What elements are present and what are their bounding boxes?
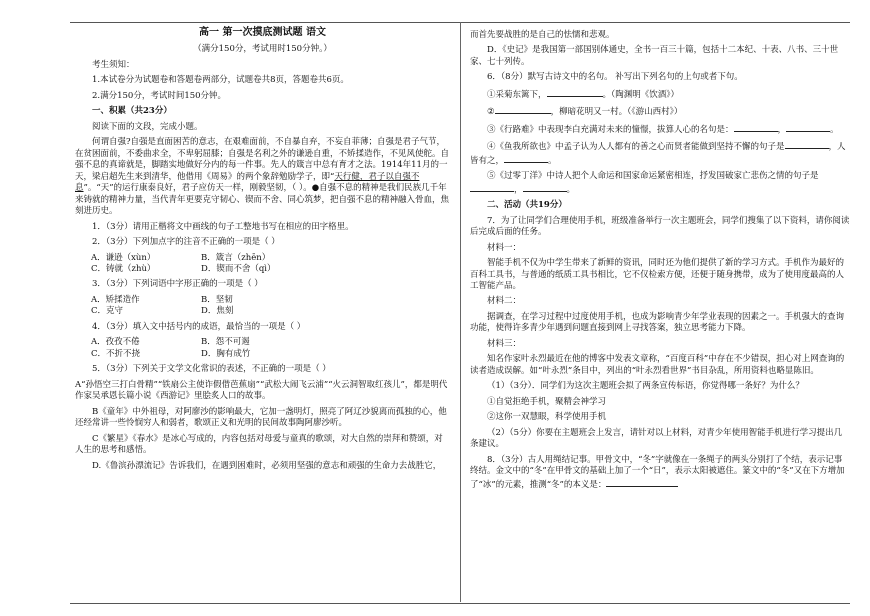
item-text: ④《鱼我所欲也》中孟子认为人人都有的善之心而贤者能做到坚持不懈的句子是 bbox=[487, 142, 785, 153]
option: A．谦逊（xùn） bbox=[91, 252, 156, 263]
answer-blank[interactable] bbox=[734, 123, 778, 132]
exam-subtitle: （满分150分，考试用时150分钟。） bbox=[193, 43, 332, 54]
question-6-item-4: ④《鱼我所欲也》中孟子认为人人都有的善之心而贤者能做到坚持不懈的句子是 ，人皆有之， 。 bbox=[470, 142, 846, 166]
option: C．铸就（zhù） bbox=[91, 264, 156, 274]
option: B．箴言（zhēn） bbox=[201, 252, 271, 263]
question-3-options bbox=[91, 295, 311, 318]
passage-intro: 阅读下面的文段，完成小题。 bbox=[92, 121, 203, 132]
right-column bbox=[470, 30, 850, 495]
notice-item-2: 2.满分150分，考试时间150分钟。 bbox=[92, 90, 227, 101]
question-7-1: （1）（3分）．同学们为这次主题班会拟了两条宣传标语，你觉得哪一条好？为什么？ bbox=[487, 381, 804, 392]
notice-item-1: 1.本试卷分为试题卷和答题卷两部分，试题卷共8页，答题卷共6页。 bbox=[92, 75, 349, 86]
option: D．焦刻 bbox=[201, 306, 234, 317]
item-text: 人皆有之， bbox=[470, 142, 846, 166]
question-5-option-d: D.《鲁滨孙漂流记》告诉我们，在遇到困难时，必须用坚强的意志和顽强的生命力去战胜它， bbox=[92, 460, 442, 471]
slogan-option-2: ②这你一双慧眼，科学使用手机 bbox=[487, 412, 607, 423]
material-1: 智能手机不仅为中学生带来了新鲜的资讯，同时还为他们提供了新的学习方式。手机作为最好的百科工具书，与普通的纸质工具书相比，它不仅检索方便，还便于随身携带，成为了使用度最高的人工智能产品。 bbox=[470, 258, 845, 291]
question-5-option-a: A“孙悟空三打白骨精”“铁扇公主使诈假借芭蕉扇”“武松大闹飞云浦”“火云洞智取红孩儿”，都是明代作家吴承恩长篇小说《西游记》里脍炙人口的故事。 bbox=[75, 379, 448, 402]
question-5-option-b: B《童年》中外祖母，对阿廖沙的影响最大，它加一盏明灯，照亮了阿辽沙貌离而孤独的心，他还经常讲一些怜悯穷人和弱者，歌颂正义和光明的民间故事陶阿廖沙听。 bbox=[75, 406, 447, 429]
option: B．怨不可遏 bbox=[201, 337, 250, 348]
answer-blank[interactable] bbox=[470, 183, 514, 192]
option: D．锲而不舍（qì） bbox=[201, 264, 276, 274]
question-6: 6．（8分）默写古诗文中的名句。 补写出下列名句的上句或者下句。 bbox=[487, 72, 743, 83]
passage bbox=[75, 137, 450, 217]
material-2-title: 材料二： bbox=[487, 296, 522, 307]
answer-blank[interactable] bbox=[786, 123, 830, 132]
material-3: 知名作家叶永烈最近在他的博客中发表文章称，“百度百科”中存在不少错误，担心对上网查询的读者造成误解。如“叶永烈”条目中，列出的“叶永烈看世界”书目杂乱，所用资料也略显陈旧。 bbox=[470, 354, 845, 376]
question-4: 4．（3分）填入文中括号内的成语，最恰当的一项是（ ） bbox=[92, 321, 306, 332]
material-2: 据调查，在学习过程中过度使用手机，也成为影响青少年学业表现的因素之一。手机强大的查询功能，使得许多青少年遇到问题直接到网上寻找答案，独立思考能力下降。 bbox=[470, 311, 845, 334]
option: D．胸有成竹 bbox=[201, 348, 251, 359]
question-7-2: （2）（5分）你要在主题班会上发言，请针对以上材料，对青少年使用智能手机进行学习提出几条建议。 bbox=[470, 427, 843, 450]
column-divider bbox=[460, 22, 461, 602]
item-text: ⑤《过零丁洋》中诗人把个人命运和国家命运紧密相连，抒发国破家亡悲伤之情的句子是 bbox=[487, 171, 819, 182]
question-1: 1．（3分）请用正楷将文中画线的句子工整地书写在相应的田字格里。 bbox=[92, 221, 354, 232]
question-6-item-2: ② ，柳暗花明又一村。（《游山西村》） bbox=[487, 107, 683, 118]
question-7: 7．为了让同学们合理使用手机，班级准备举行一次主题班会，同学们搜集了以下资料，请你阅读后完成后面的任务。 bbox=[470, 215, 850, 238]
question-6-item-1 bbox=[470, 88, 850, 101]
section-heading-1: 一、积累（共23分） bbox=[92, 106, 172, 117]
answer-blank[interactable] bbox=[495, 105, 551, 114]
section-heading-2: 二、活动（共19分） bbox=[487, 200, 567, 211]
question-8 bbox=[470, 455, 850, 491]
question-2-options bbox=[91, 253, 311, 276]
question-3: 3．（3分）下列词语中字形正确的一项是（ ） bbox=[92, 279, 263, 290]
slogan-option-1: ①自觉拒绝手机，聚精会神学习 bbox=[487, 396, 607, 407]
item-text: ③《行路难》中表现李白充满对未来的憧憬，拔算人心的名句是： bbox=[487, 124, 734, 135]
continuation-text: 而首先要战胜的是自己的怯懦和悲观。 bbox=[470, 30, 615, 40]
question-5-option-c: C《繁星》《春水》是冰心写成的，内容包括对母爱与童真的歌颂，对大自然的崇拜和赞颂，对人生的思考和感悟。 bbox=[75, 433, 443, 456]
item-text: 。（陶渊明《饮酒》） bbox=[602, 89, 680, 100]
question-6-item-5: ⑤《过零丁洋》中诗人把个人命运和国家命运紧密相连，抒发国破家亡悲伤之情的句子是， 。 bbox=[470, 171, 850, 196]
item-text: 8．（3分）古人用绳结记事。甲骨文中，“冬”字就像在一条绳子的两头分别打了个结，表示记事终结。金文中的“冬”在甲骨文的基础上加了一个“日”，表示太阳被遮住。篆文中的“冬”又在下方增加了“冰”的元素，推测“冬”的本义是： bbox=[470, 454, 845, 490]
option: B．坚韧 bbox=[201, 294, 233, 305]
answer-blank[interactable] bbox=[523, 183, 567, 192]
exam-title: 高一 第一次摸底测试题 语文 bbox=[199, 27, 326, 38]
option: C．克守 bbox=[91, 306, 124, 317]
left-column bbox=[75, 28, 450, 476]
answer-blank[interactable] bbox=[785, 140, 829, 149]
question-5-option-d-shiji: D．《史记》是我国第一部国别体通史，全书一百三十篇，包括十二本纪、十表、八书、三十世家、七十列传。 bbox=[470, 45, 839, 67]
answer-blank[interactable] bbox=[547, 88, 603, 97]
material-3-title: 材料三： bbox=[487, 338, 522, 349]
material-1-title: 材料一： bbox=[487, 242, 522, 253]
answer-blank[interactable] bbox=[606, 478, 678, 487]
answer-blank[interactable] bbox=[504, 154, 548, 163]
question-4-options bbox=[91, 337, 311, 360]
passage-part-1: 何谓自强?自强是直面困苦的意志，在艰难面前，不自暴自弃，不妄自菲薄；自强是君子气节，在贫困面前，不委曲求全，不卑躬屈膝；自强是名利之外的谦逊自重，不矫揉造作，不见风使舵。自强不息的真谛就是，脚踏实地做好分内的每一件事。先人的箴言中总有育才之法。1914年11月的一天，梁启超先生来到清华，他借用《周易》的两个象辞勉励学子，即“ bbox=[75, 137, 450, 182]
notice-title: 考生须知： bbox=[92, 59, 135, 70]
question-6-item-3: ③《行路难》中表现李白充满对未来的憧憬，拔算人心的名句是： ， 。 bbox=[487, 124, 839, 135]
item-text: ①采菊东篱下， bbox=[487, 89, 547, 100]
item-text: ，柳暗花明又一村。（《游山西村》） bbox=[550, 107, 683, 118]
passage-underlined-sentence: 天行健，君子以自强不息 bbox=[75, 171, 420, 194]
question-5: 5．（3分）下列关于文学文化常识的表述，不正确的一项是（ ） bbox=[92, 364, 331, 375]
option: A．矫揉造作 bbox=[91, 294, 140, 305]
question-2: 2．（3分）下列加点字的注音不正确的一项是（ ） bbox=[92, 237, 280, 248]
option: C．不折不挠 bbox=[91, 348, 141, 359]
passage-part-2: ”。“天”的运行康泰良好，君子应仿天一样，刚毅坚韧，（ ）。●自强不息的精神是我们民族几千年来铸就的精神力量，当代青年更要克守韧心、锲而不舍、同心筑梦，把自强不息的精神融入骨血，焦刻进历史。 bbox=[75, 183, 450, 217]
option: A．孜孜不倦 bbox=[91, 337, 140, 348]
